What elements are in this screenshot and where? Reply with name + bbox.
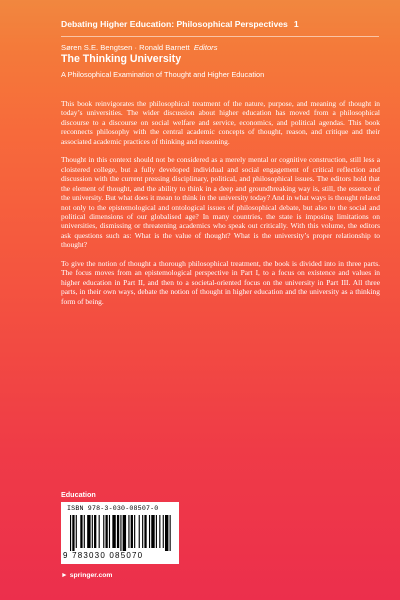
editors-line — [61, 43, 218, 52]
isbn-label: ISBN 978-3-030-08507-0 — [67, 505, 159, 512]
book-subtitle: A Philosophical Examination of Thought and Higher Education — [61, 70, 265, 79]
publisher-link-text: springer.com — [69, 572, 113, 579]
series-volume: 1 — [293, 19, 299, 29]
barcode-number: 9 783030 085070 — [63, 551, 144, 560]
editors-role: Editors — [193, 43, 218, 52]
barcode-panel — [61, 502, 179, 564]
blurb-paragraph-1: This book reinvigorates the philosophical treatment of the nature, purpose, and meaning of thought in today’s universities. The wider discussion about higher education has moved from a philosophical discourse to a discourse on social welfare and service, economics, and political agendas. This book reconnects philosophy with the central academic concepts of thought, reason, and critique and their associated academic practices of thinking and reasoning. — [61, 99, 380, 146]
series-name: Debating Higher Education: Philosophical Perspectives — [61, 19, 288, 29]
blurb — [61, 99, 380, 315]
subject-category: Education — [61, 490, 96, 499]
publisher-link[interactable] — [61, 572, 112, 579]
series-line — [61, 19, 381, 29]
blurb-paragraph-2: Thought in this context should not be considered as a merely mental or cognitive construction, still less a cloistered college, but a fully developed individual and social engagement of critical reflection and discussion with the current pressing disciplinary, political, and philosophical issues. The editors hold that the element of thought, and the ability to think in a deep and groundbreaking way is, still, the essence of the university. But what does it mean to think in the university today? And in what ways is thought related not only to the epistemological and ontological issues of philosophical debate, but also to the social and political dimensions of our globalised age? In many countries, the state is imposing limitations on universities, dismissing or threatening academics who speak out critically. With this volume, the editors ask questions such as: What is the value of thought? What is the university’s proper relationship to thought? — [61, 155, 380, 250]
editor-names: Søren S.E. Bengtsen · Ronald Barnett — [61, 43, 190, 52]
header-divider — [61, 36, 379, 37]
barcode-icon — [70, 515, 173, 551]
arrow-right-icon: ► — [61, 572, 68, 579]
blurb-paragraph-3: To give the notion of thought a thorough philosophical treatment, the book is divided into in three parts. The focus moves from an epistemological perspective in Part I, to a focus on existence and values in higher education in Part II, and then to a societal-oriented focus on the university in Part III. All three parts, in their own ways, debate the notion of thought in higher education and the university as a thinking form of being. — [61, 258, 380, 306]
book-title: The Thinking University — [61, 53, 182, 65]
